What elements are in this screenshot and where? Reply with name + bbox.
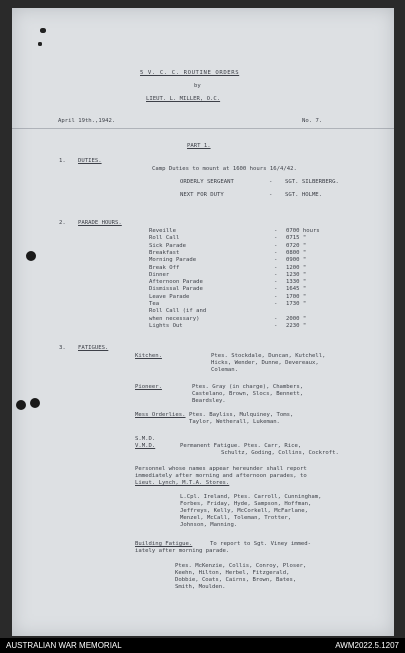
parade-time: 1730 " (286, 301, 307, 307)
pioneer-label: Pioneer. (135, 384, 162, 390)
parade-sep: - (274, 279, 278, 286)
parade-time: 1700 " (286, 293, 307, 300)
parade-time: 0715 " (286, 235, 307, 242)
lcpl-line: Forbes, Friday, Hyde, Sampson, Hoffman, (180, 501, 312, 507)
pioneer-line: Castelano, Brown, Slocs, Bennett, (192, 391, 304, 397)
parade-time: 1645 " (286, 286, 307, 293)
parade-sep: - (274, 271, 278, 278)
parade-time: 1230 " (286, 271, 307, 278)
parade-time: 0720 " (286, 242, 307, 249)
parade-time: 1200 " (286, 264, 307, 271)
parade-name: Dinner (149, 271, 170, 278)
lcpl-line: L.Cpl. Ireland, Ptes. Carroll, Cunningham, (180, 494, 322, 500)
duty-label: ORDERLY SERGEANT (180, 179, 234, 185)
footer-source: AUSTRALIAN WAR MEMORIAL (6, 641, 122, 650)
building-fatigue-text2: iately after morning parade. (135, 548, 230, 554)
document-date: April 19th.,1942. (58, 118, 116, 124)
kitchen-label: Kitchen. (135, 353, 162, 359)
parade-name: Morning Parade (149, 257, 197, 264)
parade-sep: - (274, 315, 278, 322)
punch-hole (26, 251, 36, 261)
punch-hole (30, 398, 40, 408)
document-number: No. 7. (302, 118, 323, 124)
punch-hole (16, 400, 26, 410)
lieut-lynch-line: Lieut. Lynch, M.T.A. Stores. (135, 480, 230, 486)
parade-time: 1330 " (286, 279, 307, 286)
parade-sep: - (274, 286, 278, 293)
duties-heading: DUTIES. (78, 158, 102, 164)
document-page (12, 8, 394, 636)
lcpl-line: Jeffreys, Kelly, McCorkell, McFarlane, (180, 508, 308, 514)
final-line: Ptes. McKenzie, Collis, Conroy, Ploser, (175, 563, 307, 569)
section-number: 3. (59, 345, 66, 351)
parade-sep: - (274, 242, 278, 249)
parade-name: Afternoon Parade (149, 279, 203, 286)
parade-time: 2000 " (286, 315, 307, 322)
parade-sep: - (274, 322, 278, 329)
final-line: Smith, Moulden. (175, 584, 226, 590)
parade-sep: - (274, 235, 278, 242)
duties-intro: Camp Duties to mount at 1600 hours 16/4/42. (152, 166, 297, 172)
pioneer-line: Beardsley. (192, 398, 226, 404)
section-number: 1. (59, 158, 66, 164)
parade-name: Dismissal Parade (149, 286, 203, 293)
parade-name: Breakfast (149, 249, 180, 256)
parade-sep: - (274, 264, 278, 271)
final-line: Dobbie, Coats, Cairns, Brown, Bates, (175, 577, 297, 583)
pioneer-line: Ptes. Gray (in charge), Chambers, (192, 384, 304, 390)
parade-name: Break Off (149, 264, 180, 271)
parade-hours-heading: PARADE HOURS. (78, 220, 122, 226)
section-number: 2. (59, 220, 66, 226)
officer-name: LIEUT. L. MILLER, O.C. (146, 96, 221, 102)
kitchen-line: Hicks, Wender, Dunne, Devereaux, (211, 360, 319, 366)
parade-name: Lights Out (149, 322, 183, 329)
parade-name: Leave Parade (149, 293, 190, 300)
document-title: 5 V. C. C. ROUTINE ORDERS (140, 70, 240, 76)
parade-time: 0900 " (286, 257, 307, 264)
kitchen-line: Coleman. (211, 367, 238, 373)
parade-name: when necessary) (149, 315, 200, 322)
ink-blot (38, 42, 42, 46)
smd-label: S.M.D. (135, 436, 156, 442)
parade-time: 0800 " (286, 249, 307, 256)
parade-name: Reveille (149, 228, 176, 234)
permanent-fatigue-names: Schultz, Goding, Collins, Cockroft. (221, 450, 339, 456)
mess-line: Ptes. Bayliss, Mulquiney, Toms, (189, 412, 294, 418)
part-heading: PART 1. (187, 143, 211, 149)
duty-value: SGT. SILBERBERG. (285, 179, 339, 185)
parade-name: Roll Call (149, 235, 180, 242)
parade-sep: - (274, 293, 278, 300)
parade-time: 0700 hours (286, 228, 320, 234)
fold-line (12, 128, 394, 129)
parade-sep: - (274, 257, 278, 264)
lcpl-line: Menzel, McCall, Toleman, Trotter, (180, 515, 292, 521)
building-fatigue-text: To report to Sgt. Viney immed- (210, 541, 312, 547)
duty-sep: - (269, 179, 273, 185)
duty-value: SGT. HOLME. (285, 192, 323, 198)
by-line: by (194, 83, 201, 89)
building-fatigue-label: Building Fatigue. (135, 541, 193, 547)
fatigues-heading: FATIGUES. (78, 345, 109, 351)
ink-blot (40, 28, 46, 33)
footer-id: AWM2022.5.1207 (335, 641, 399, 650)
final-line: Keehn, Hilton, Herbel, Fitzgerald, (175, 570, 290, 576)
lcpl-line: Johnson, Manning. (180, 522, 238, 528)
mess-line: Taylor, Wetherall, Lukeman. (189, 419, 280, 425)
duty-label: NEXT FOR DUTY (180, 192, 224, 198)
duty-sep: - (269, 192, 273, 198)
permanent-fatigue-text: Permanent Fatigue. Ptes. Carr, Rice, (180, 443, 302, 449)
parade-name: Sick Parade (149, 242, 187, 249)
footer-bar (0, 638, 405, 653)
parade-sep: - (274, 228, 278, 234)
parade-name: Tea (149, 301, 160, 307)
personnel-line: immediately after morning and afternoon parades, to (135, 473, 307, 479)
parade-sep: - (274, 301, 278, 307)
mess-orderlies-label: Mess Orderlies. (135, 412, 186, 418)
kitchen-line: Ptes. Stockdale, Duncan, Kutchell, (211, 353, 326, 359)
personnel-line: Personnel whose names appear hereunder shall report (135, 466, 307, 472)
parade-name: Roll Call (if and (149, 308, 207, 315)
parade-sep: - (274, 249, 278, 256)
parade-time: 2230 " (286, 322, 307, 329)
vmd-label: V.M.D. (135, 443, 156, 449)
